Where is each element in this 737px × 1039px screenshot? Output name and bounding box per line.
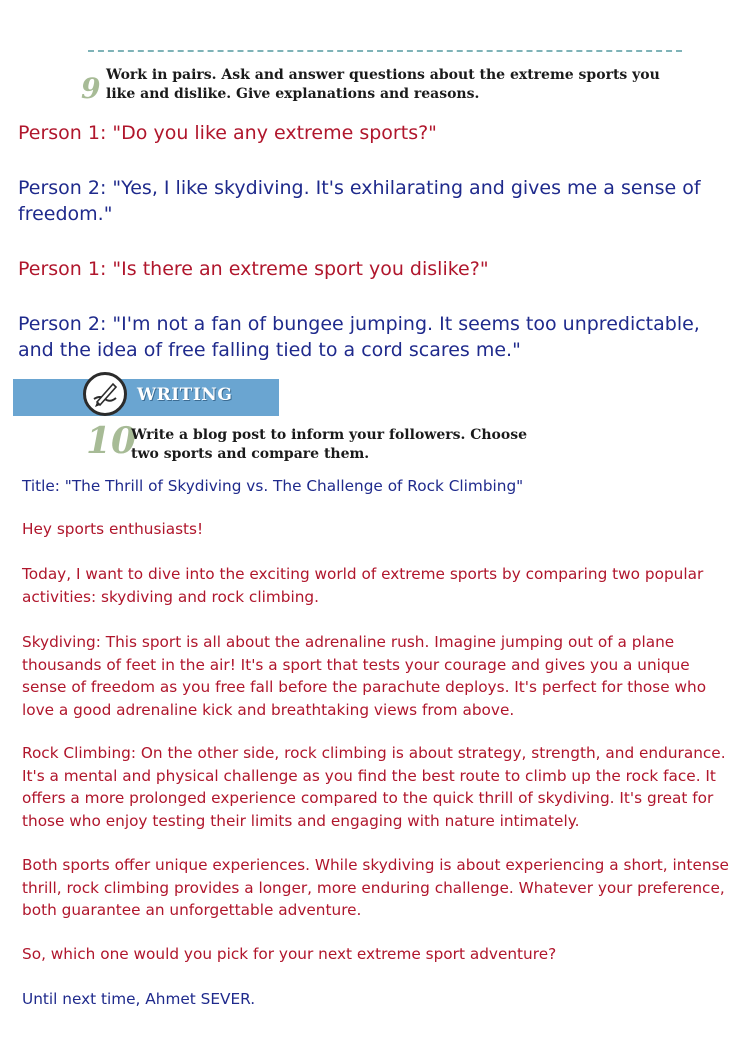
dialogue-line: Person 1: "Do you like any extreme sports?"	[18, 122, 437, 144]
dialogue-line: Person 2: "I'm not a fan of bungee jumping. It seems too unpredictable, and the idea of free falling tied to a cord scares me."	[18, 313, 700, 361]
exercise-9-instruction: Work in pairs. Ask and answer questions about the extreme sports you like and dislike. Give explanations and reasons.	[106, 67, 660, 102]
dialogue-line: Person 1: "Is there an extreme sport you dislike?"	[18, 258, 489, 280]
blog-paragraph: Today, I want to dive into the exciting world of extreme sports by comparing two popular activities: skydiving and rock climbing.	[22, 565, 704, 606]
blog-paragraph: Skydiving: This sport is all about the adrenaline rush. Imagine jumping out of a plane thousands of feet in the air! It's a sport that tests your courage and gives you a unique sense of freedom as you free fall before the parachute deploys. It's perfect for those who love a good adrenaline kick and breathtaking views from above.	[22, 633, 707, 719]
section-divider	[88, 50, 682, 52]
dialogue-line: Person 2: "Yes, I like skydiving. It's exhilarating and gives me a sense of freedom."	[18, 177, 701, 225]
blog-paragraph: Hey sports enthusiasts!	[22, 520, 204, 538]
blog-signoff: Until next time, Ahmet SEVER.	[22, 990, 256, 1008]
exercise-number-10: 10	[86, 420, 137, 462]
exercise-number-9: 9	[81, 72, 101, 105]
blog-paragraph: Rock Climbing: On the other side, rock climbing is about strategy, strength, and endurance. It's a mental and physical challenge as you find the best route to climb up the rock face. It offers a more prolonged experience compared to the quick thrill of skydiving. It's great for those who enjoy testing their limits and engaging with nature intimately.	[22, 744, 726, 830]
writing-section-label: WRITING	[137, 385, 233, 405]
exercise-10-instruction: Write a blog post to inform your followers. Choose two sports and compare them.	[131, 427, 528, 462]
blog-paragraph: Both sports offer unique experiences. While skydiving is about experiencing a short, intense thrill, rock climbing provides a longer, more enduring challenge. Whatever your preference, both guarantee an unforgettable adventure.	[22, 856, 729, 919]
pen-writing-icon	[83, 372, 127, 416]
blog-paragraph: So, which one would you pick for your next extreme sport adventure?	[22, 945, 557, 963]
blog-title: Title: "The Thrill of Skydiving vs. The Challenge of Rock Climbing"	[22, 477, 524, 495]
